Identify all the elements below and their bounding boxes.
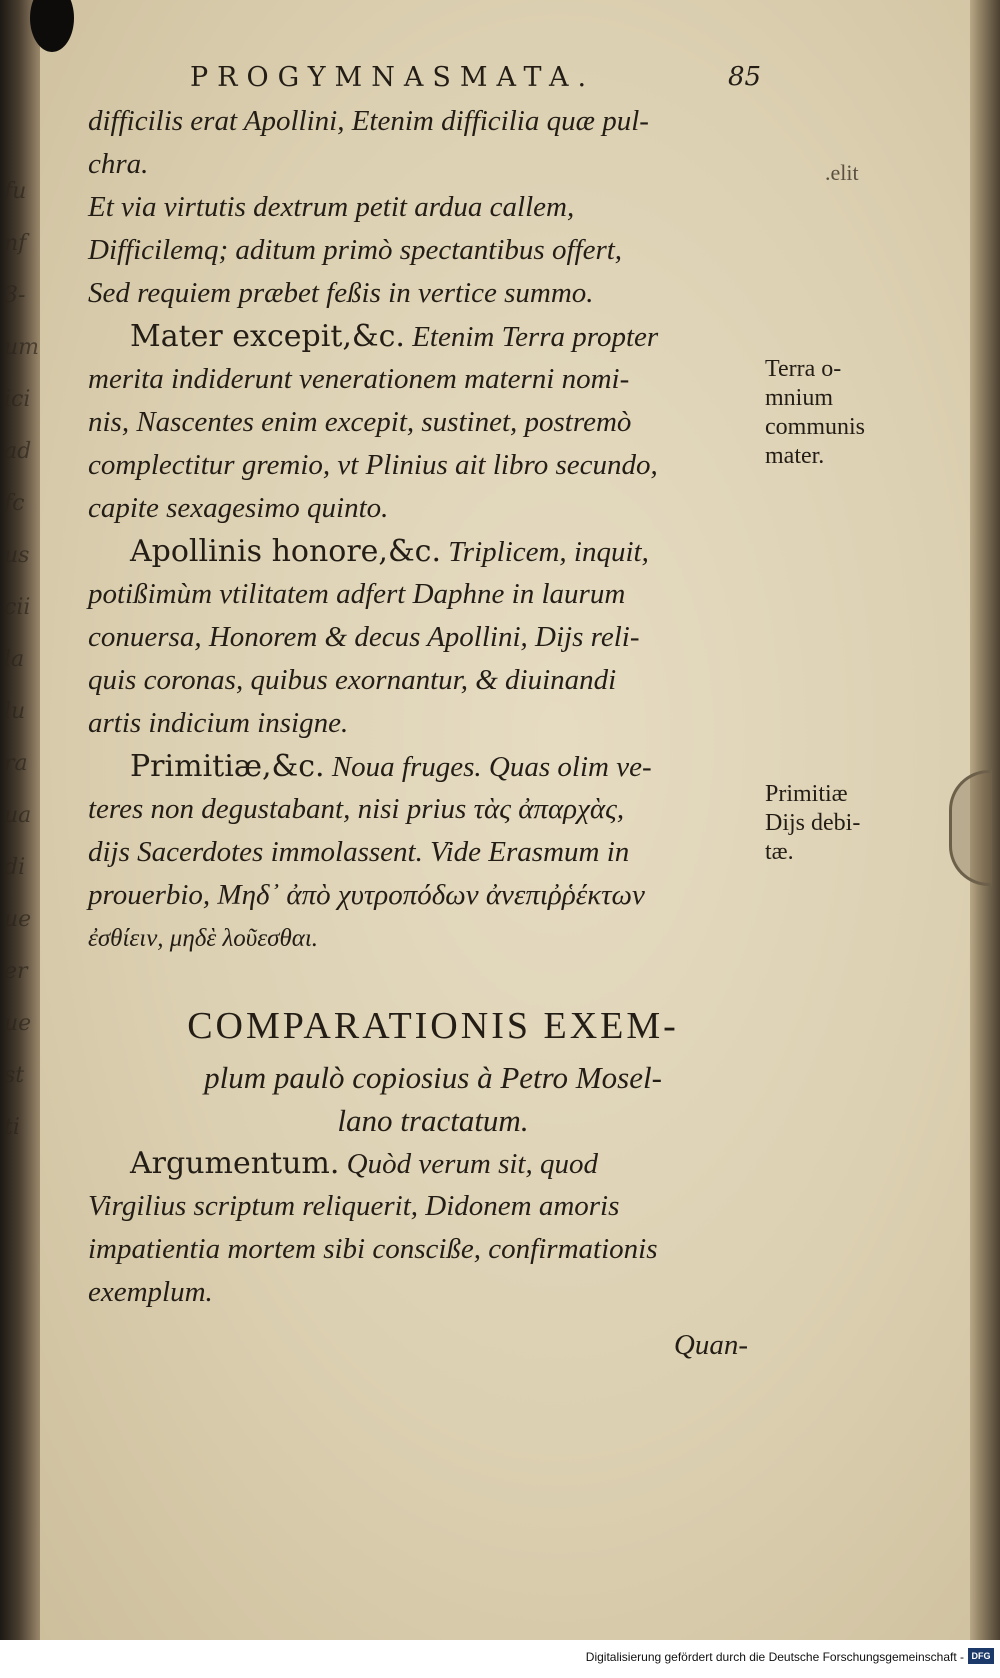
section-heading: COMPARATIONIS EXEM- (187, 1005, 679, 1047)
gutter-fragment: ra (4, 751, 28, 776)
margin-note-primitiae (765, 780, 915, 867)
text-line: conuersa, Honorem & decus Apollini, Dijs reli- (88, 621, 640, 653)
paragraph-argumentum-first-line (88, 1142, 778, 1185)
text-line: quis coronas, quibus exornantur, & diuinandi (88, 664, 617, 696)
gutter-fragment: ti (4, 1115, 20, 1140)
gloss-text: Triplicem, inquit, (441, 536, 649, 568)
lemma-argumentum: Argumentum. (130, 1146, 340, 1181)
gutter-fragment: nf (4, 231, 27, 256)
text-line: potißimùm vtilitatem adfert Daphne in laurum (88, 578, 626, 610)
gutter-fragment: ue (4, 1011, 32, 1036)
text-line: exemplum. (88, 1276, 213, 1308)
gutter-fragment: cii (4, 595, 31, 620)
gutter-fragment: st (4, 1063, 25, 1088)
text-line: Difficilemq; aditum primò spectantibus offert, (88, 234, 623, 266)
footer-bar (0, 1640, 1000, 1678)
text-line: chra. (88, 148, 149, 180)
paragraph-apollinis-first-line (88, 530, 778, 573)
gloss-text: Quòd verum sit, quod (339, 1148, 598, 1180)
margin-note-line: Primitiæ (765, 781, 848, 807)
gutter-fragment: di (4, 855, 26, 880)
gutter-fragment: 3- (4, 283, 26, 308)
gutter-fragment: ad (4, 439, 32, 464)
section-subheading: plum paulò copiosius à Petro Mosel- (204, 1060, 662, 1095)
text-line: teres non degustabant, nisi prius τὰς ἀπαρχὰς, (88, 793, 625, 825)
funding-credit: Digitalisierung gefördert durch die Deutsche Forschungsgemeinschaft - (585, 1650, 964, 1664)
text-line: complectitur gremio, vt Plinius ait libro secundo, (88, 449, 658, 481)
text-line: merita indiderunt venerationem materni nomi- (88, 363, 630, 395)
margin-note-line: Dijs debi- (765, 810, 861, 836)
body-text (88, 100, 778, 1367)
text-line: Et via virtutis dextrum petit ardua callem, (88, 191, 575, 223)
gutter-fragment: ici (4, 387, 31, 412)
margin-note-terra (765, 355, 915, 471)
text-line: capite sexagesimo quinto. (88, 492, 389, 524)
lemma-mater: Mater excepit,&c. (130, 319, 405, 354)
gutter-fragment: ua (4, 803, 32, 828)
gutter-fragment: fu (4, 179, 27, 204)
gutter-fragment: ue (4, 907, 32, 932)
lemma-primitiae: Primitiæ,&c. (130, 749, 325, 784)
margin-note-line: Terra o- (765, 356, 842, 382)
gutter-fragment: er (4, 959, 28, 984)
gloss-text: Noua fruges. Quas olim ve- (324, 751, 652, 783)
text-line: Virgilius scriptum reliquerit, Didonem amoris (88, 1190, 620, 1222)
gloss-text: Etenim Terra propter (404, 321, 659, 353)
gutter-fragment: lu (4, 699, 26, 724)
book-clasp (949, 770, 992, 886)
text-line: artis indicium insigne. (88, 707, 349, 739)
paragraph-primitiae-first-line (88, 745, 778, 788)
gutter-fragment: us (4, 543, 30, 568)
gutter-fragment: um (4, 335, 40, 360)
section-subheading: lano tractatum. (337, 1103, 529, 1138)
text-line: nis, Nascentes enim excepit, sustinet, postremò (88, 406, 632, 438)
catchword: Quan- (673, 1329, 748, 1361)
gutter-fragment: fc (4, 491, 25, 516)
margin-note-line: mnium (765, 385, 834, 411)
text-line: impatientia mortem sibi consciße, confirmationis (88, 1233, 658, 1265)
margin-note-line: mater. (765, 443, 825, 469)
text-line: difficilis erat Apollini, Etenim difficilia quæ pul- (88, 105, 649, 137)
text-line-greek: ἐσθίειν, μηδὲ λοῦεσθαι. (88, 925, 319, 952)
margin-note-line: communis (765, 414, 865, 440)
dfg-logo: DFG (968, 1648, 994, 1664)
text-line: Sed requiem præbet feßis in vertice summo. (88, 277, 594, 309)
lemma-apollinis: Apollinis honore,&c. (130, 534, 442, 569)
book-page (40, 0, 982, 1640)
margin-note-line: tæ. (765, 839, 794, 865)
running-head: PROGYMNASMATA. (190, 62, 596, 93)
text-line: dijs Sacerdotes immolassent. Vide Erasmum in (88, 836, 630, 868)
paragraph-mater-first-line (88, 315, 778, 358)
gutter-fragment: la (4, 647, 25, 672)
page-number: 85 (728, 62, 762, 92)
margin-bleed-through: .elit (825, 160, 859, 185)
text-line: prouerbio, Μηδ᾽ ἀπὸ χυτροπόδων ἀνεπιῤῥέκτων (88, 879, 645, 911)
